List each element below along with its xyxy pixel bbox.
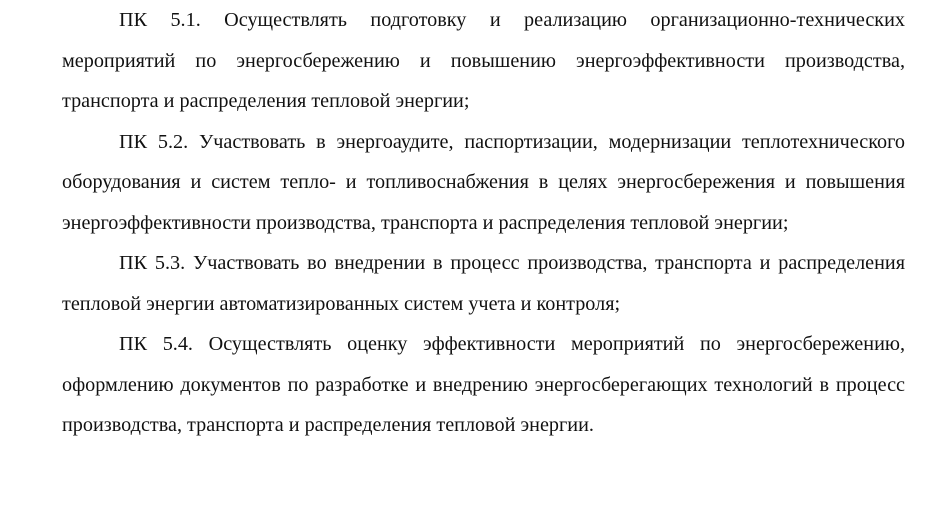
competency-code: ПК 5.4. bbox=[119, 333, 193, 355]
competency-5-3-paragraph bbox=[62, 243, 905, 324]
competency-5-2-paragraph bbox=[62, 122, 905, 244]
competency-code: ПК 5.1. bbox=[119, 9, 201, 31]
document-body bbox=[62, 0, 905, 446]
competency-code: ПК 5.3. bbox=[119, 252, 186, 274]
competency-5-4-paragraph bbox=[62, 324, 905, 446]
competency-code: ПК 5.2. bbox=[119, 130, 189, 153]
competency-text: Осуществлять подготовку и реализацию организационно-технических мероприятий по энергосбережению и повышению энергоэффективности производства, транспорта и распределения тепловой энергии; bbox=[62, 9, 905, 112]
competency-text: Участвовать в энергоаудите, паспортизации, модернизации теплотехнического оборудования и систем тепло- и топливоснабжения в целях энергосбережения и повышения энергоэффективности производства, транспорта и распределения тепловой энергии; bbox=[62, 130, 906, 234]
competency-text: Участвовать во внедрении в процесс производства, транспорта и распределения тепловой энергии автоматизированных систем учета и контроля; bbox=[62, 252, 906, 315]
competency-text: Осуществлять оценку эффективности мероприятий по энергосбережению, оформлению документов по разработке и внедрению энергосберегающих технологий в процесс производства, транспорта и распределения тепловой энергии. bbox=[62, 333, 906, 436]
competency-5-1-paragraph bbox=[62, 0, 905, 122]
